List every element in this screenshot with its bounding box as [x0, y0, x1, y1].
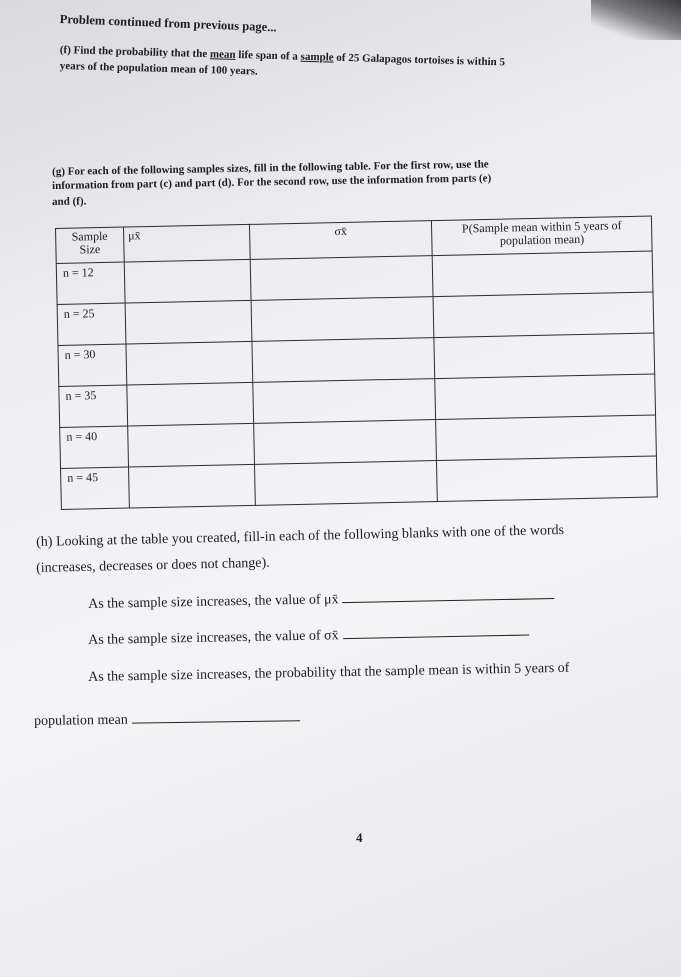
part-f-text-a: (f) Find the probability that the: [59, 44, 211, 61]
answer-blank-mu[interactable]: [343, 598, 555, 603]
probability-cell[interactable]: [433, 292, 653, 338]
question-probability-cont-text: population mean: [34, 712, 128, 729]
question-mu-text: As the sample size increases, the value of μx̄: [88, 592, 339, 612]
sigma-xbar-cell[interactable]: [252, 338, 435, 383]
row-n-cell: n = 45: [61, 467, 130, 509]
row-n-cell: n = 35: [59, 385, 128, 427]
part-g-line-1: (g) For each of the following samples sizes, fill in the following table. For the first row, use the: [52, 158, 489, 178]
part-h-line-2: (increases, decreases or does not change).: [36, 555, 270, 576]
header-probability: P(Sample mean within 5 years of population mean): [432, 216, 652, 256]
mu-xbar-cell[interactable]: [128, 423, 255, 467]
question-sigma: [88, 625, 529, 649]
mu-xbar-cell[interactable]: [125, 300, 252, 344]
part-f-sample: sample: [300, 50, 334, 64]
question-probability-cont: [34, 710, 300, 730]
sigma-xbar-cell[interactable]: [252, 379, 435, 424]
sigma-xbar-cell[interactable]: [251, 297, 434, 342]
answer-blank-sigma[interactable]: [343, 635, 529, 640]
part-f-mean: mean: [209, 48, 236, 61]
probability-cell[interactable]: [432, 251, 652, 297]
mu-xbar-cell[interactable]: [128, 464, 255, 508]
probability-cell[interactable]: [435, 374, 655, 420]
answer-blank-probability[interactable]: [132, 720, 300, 723]
row-n-cell: n = 12: [56, 262, 125, 304]
continued-note: Problem continued from previous page...: [59, 12, 277, 35]
sample-size-table: [55, 215, 658, 509]
header-mu-xbar: μx̄: [123, 224, 249, 262]
sigma-xbar-cell[interactable]: [254, 461, 437, 506]
page-number: 4: [356, 830, 363, 845]
question-sigma-text: As the sample size increases, the value of σx̄: [88, 628, 339, 648]
header-sample-size: Sample Size: [56, 227, 125, 263]
part-h-line-1: (h) Looking at the table you created, fill-in each of the following blanks with one of the words: [36, 523, 565, 550]
question-mu: [88, 588, 555, 613]
probability-cell[interactable]: [436, 415, 656, 461]
part-f-line-2: years of the population mean of 100 years.: [59, 60, 258, 78]
part-g-line-2: information from part (c) and part (d). For the second row, use the information from parts (e): [52, 172, 492, 192]
mu-xbar-cell[interactable]: [126, 341, 253, 385]
part-g-line-3: and (f).: [52, 195, 87, 208]
probability-cell[interactable]: [437, 456, 657, 502]
row-n-cell: n = 40: [60, 426, 129, 468]
question-probability: As the sample size increases, the probability that the sample mean is within 5 years of: [88, 660, 570, 685]
mu-xbar-cell[interactable]: [127, 382, 254, 426]
sigma-xbar-cell[interactable]: [253, 420, 436, 465]
row-n-cell: n = 30: [58, 344, 127, 386]
mu-xbar-cell[interactable]: [124, 259, 251, 303]
part-f-text-b: life span of a: [235, 48, 301, 63]
probability-cell[interactable]: [434, 333, 654, 379]
sigma-xbar-cell[interactable]: [250, 256, 433, 301]
part-f-text-c: of 25 Galapagos tortoises is within 5: [333, 51, 506, 69]
header-sigma-xbar: σx̄: [249, 221, 432, 260]
row-n-cell: n = 25: [57, 303, 126, 345]
